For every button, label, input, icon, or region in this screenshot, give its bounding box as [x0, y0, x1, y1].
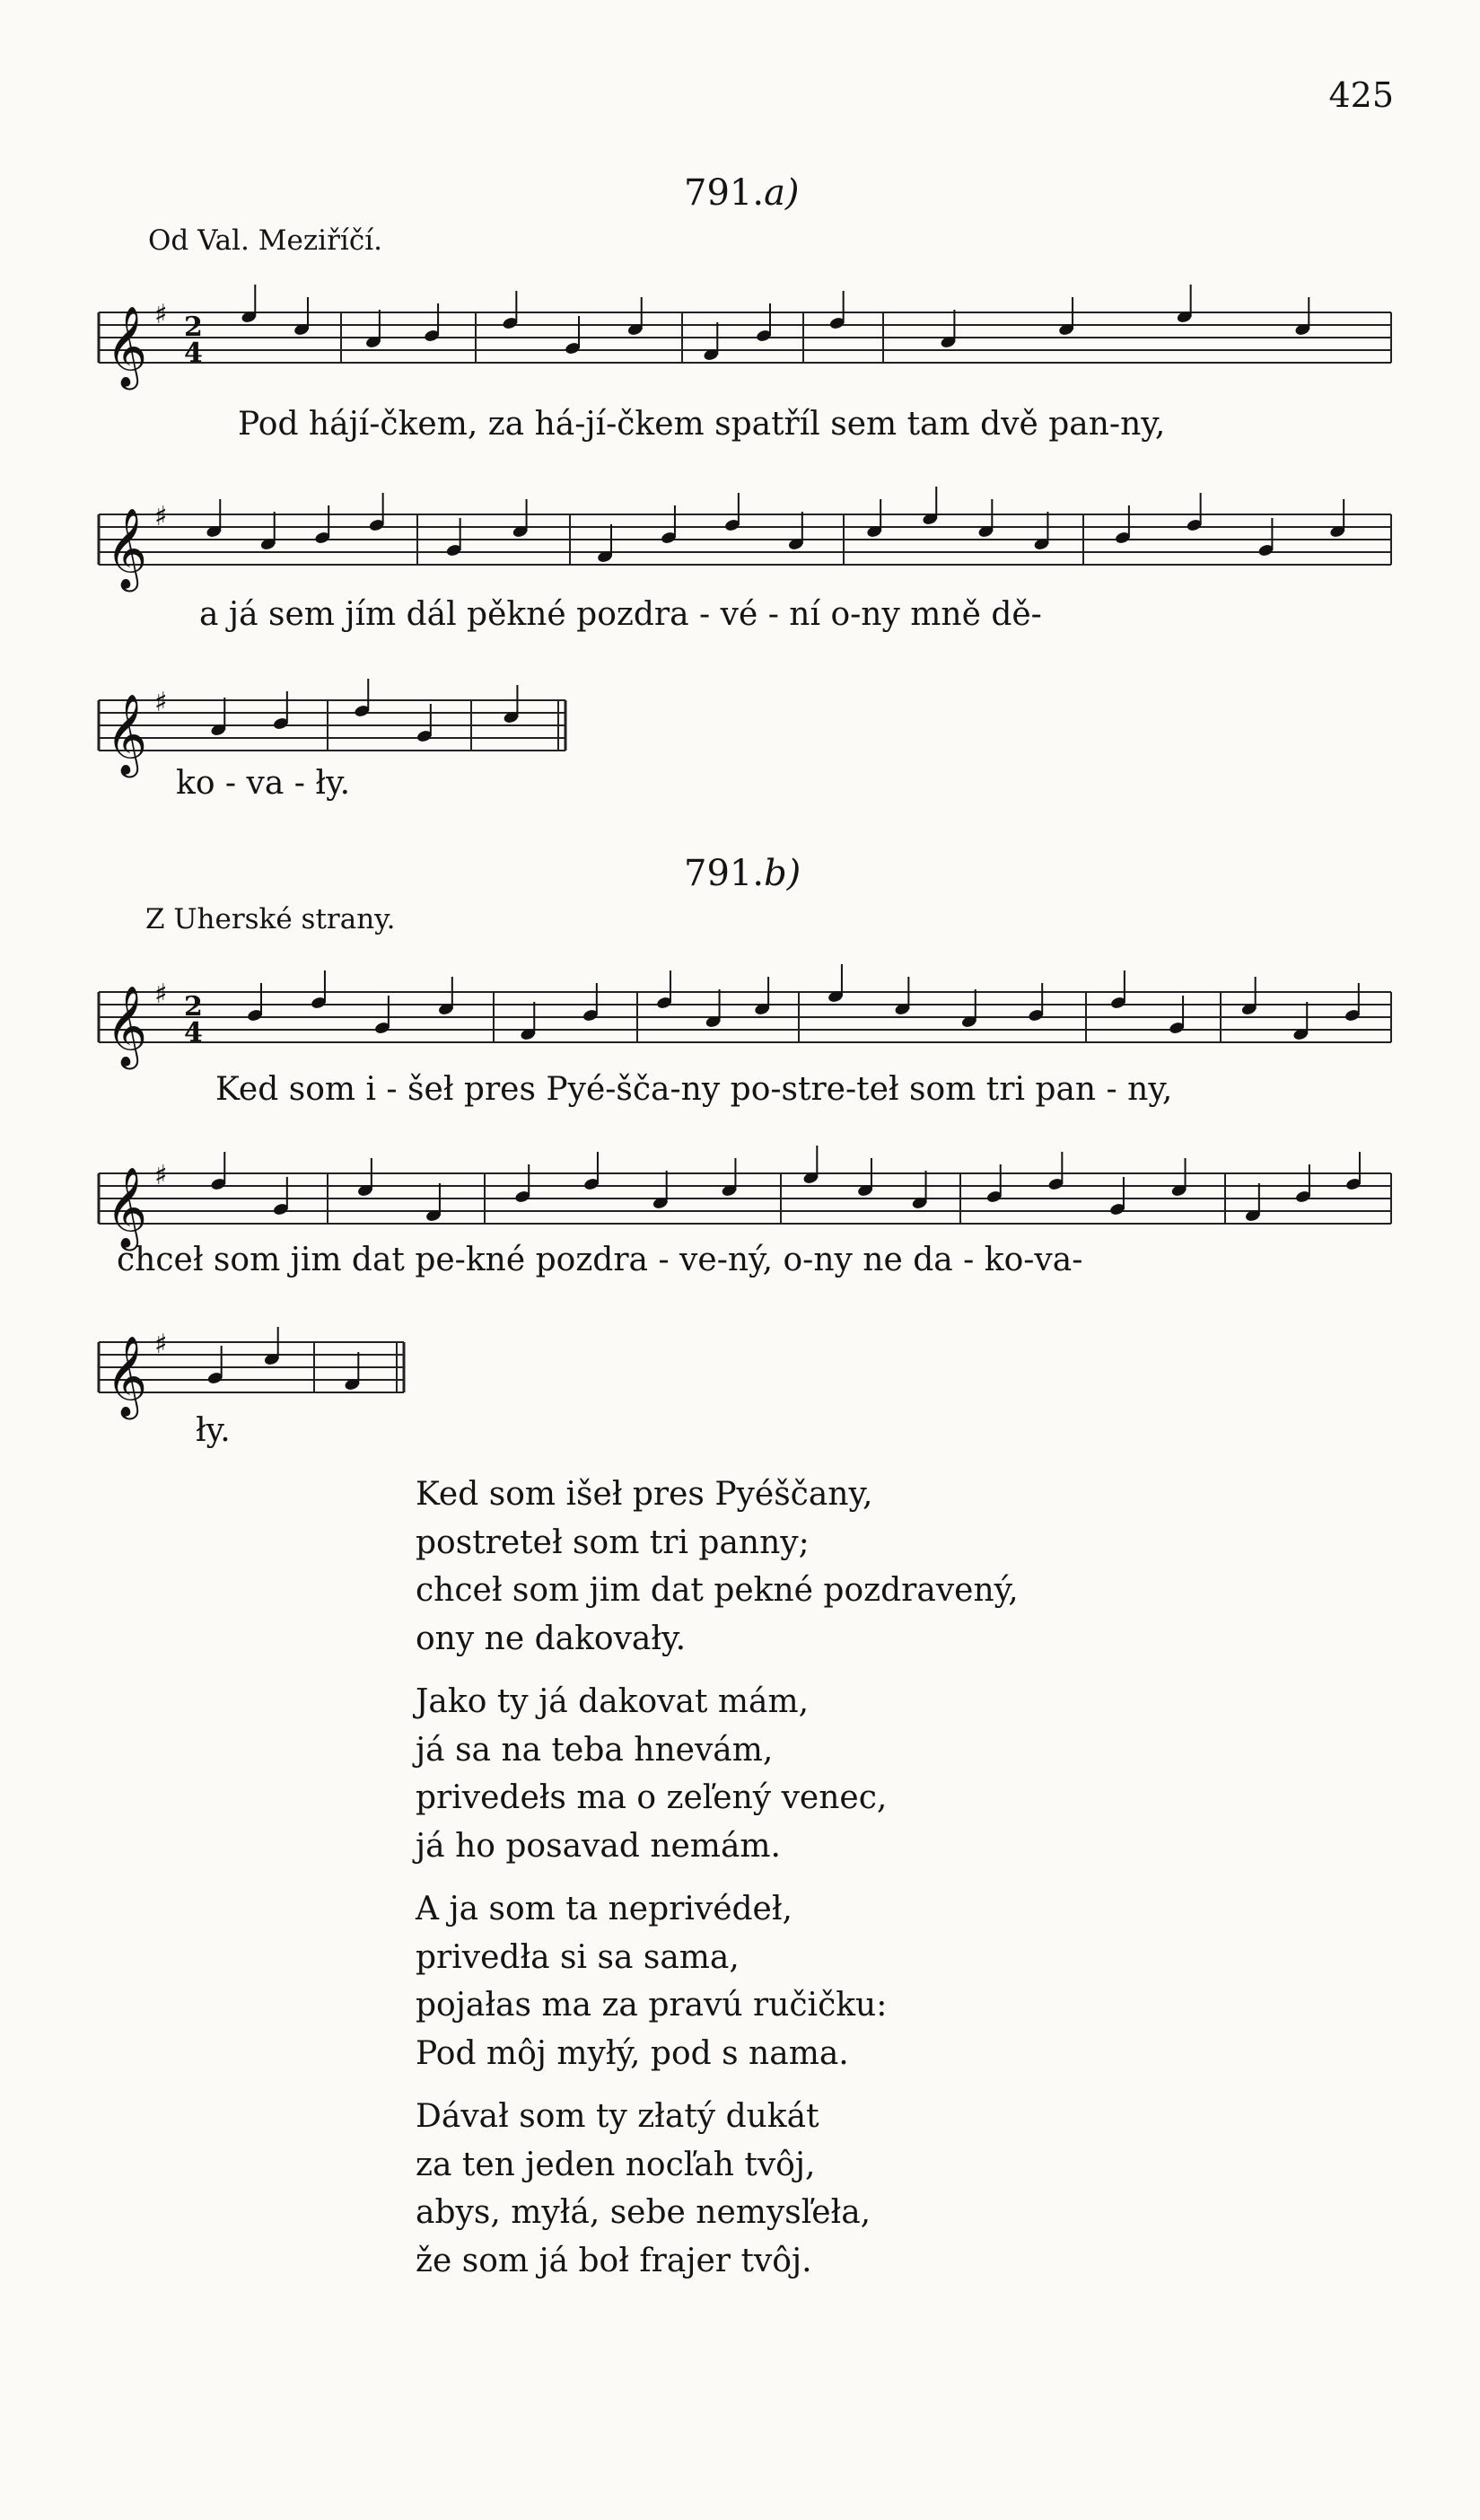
song-number-a [684, 172, 800, 214]
poem-line: chceł som jim dat pekné pozdravený, [416, 1572, 1019, 1609]
lyrics-a-line-1: Pod hájí-čkem, za há-jí-čkem spatříl sem tam dvě pan-ny, [238, 406, 1166, 443]
staff-lines [99, 1173, 1391, 1224]
treble-clef-icon: 𝄞 [106, 694, 148, 775]
poem-line: já sa na teba hnevám, [416, 1731, 774, 1769]
sharp-icon: ♯ [154, 1160, 168, 1191]
lyrics-a-line-2: a já sem jím dál pěkné pozdra - vé - ní o-ny mně dě- [199, 596, 1042, 633]
music-staff-svg [99, 1320, 404, 1418]
staff-a-3 [99, 678, 565, 777]
treble-clef-icon: 𝄞 [106, 306, 148, 387]
poem [416, 1471, 1019, 2300]
staff-b-3 [99, 1320, 404, 1418]
treble-clef-icon: 𝄞 [106, 508, 148, 589]
music-staff-svg [99, 492, 1391, 591]
poem-line: Dávał som ty złatý dukát [416, 2098, 819, 2135]
poem-line: že som já boł frajer tvôj. [416, 2242, 812, 2279]
song-variant: a) [764, 172, 800, 214]
sharp-icon: ♯ [154, 979, 168, 1010]
staff-lines [99, 992, 1391, 1042]
staff-lines [99, 312, 1391, 363]
stanza-3 [416, 1885, 1019, 2077]
staff-a-1 [99, 290, 1391, 389]
sharp-icon: ♯ [154, 299, 168, 330]
staff-b-1 [99, 970, 1391, 1068]
sharp-icon: ♯ [154, 1329, 168, 1360]
song-number: 791. [684, 853, 765, 894]
stanza-4 [416, 2093, 1019, 2285]
staff-lines [99, 700, 565, 751]
poem-line: abys, myłá, sebe nemysľeła, [416, 2194, 871, 2231]
lyrics-b-line-3: ły. [196, 1412, 231, 1449]
treble-clef-icon: 𝄞 [106, 1167, 148, 1248]
page-number: 425 [1328, 75, 1394, 115]
treble-clef-icon: 𝄞 [106, 986, 148, 1067]
music-staff-svg [99, 970, 1391, 1068]
music-staff-svg [99, 290, 1391, 389]
song-number: 791. [684, 172, 765, 214]
time-signature-top: 2 [184, 312, 203, 343]
music-staff-svg [99, 678, 565, 777]
stanza-2 [416, 1678, 1019, 1870]
song-variant: b) [764, 853, 801, 894]
poem-line: ony ne dakovały. [416, 1620, 687, 1657]
poem-line: pojałas ma za pravú ručičku: [416, 1987, 888, 2024]
poem-line: za ten jeden nocľah tvôj, [416, 2146, 816, 2183]
lyrics-a-line-3: ko - va - ły. [176, 765, 351, 802]
stanza-1 [416, 1471, 1019, 1663]
music-staff-svg [99, 1151, 1391, 1250]
song-origin-b: Z Uherské strany. [145, 903, 396, 935]
time-signature-top: 2 [184, 991, 203, 1023]
lyrics-b-line-1: Ked som i - šeł pres Pyé-šča-ny po-stre-teł som tri pan - ny, [215, 1071, 1173, 1108]
sharp-icon: ♯ [154, 501, 168, 532]
time-signature-bottom: 4 [184, 338, 203, 369]
poem-line: A ja som ta neprivédeł, [416, 1891, 793, 1927]
poem-line: privedełs ma o zeľený venec, [416, 1779, 888, 1816]
treble-clef-icon: 𝄞 [106, 1336, 148, 1417]
lyrics-b-line-2: chceł som jim dat pe-kné pozdra - ve-ný, o-ny ne da - ko-va- [117, 1242, 1083, 1278]
poem-line: Jako ty já dakovat mám, [416, 1683, 810, 1720]
song-origin-a: Od Val. Meziříčí. [148, 224, 382, 257]
song-number-b [684, 853, 801, 894]
poem-line: já ho posavad nemám. [416, 1827, 781, 1865]
poem-line: privedła si sa sama, [416, 1938, 740, 1976]
sharp-icon: ♯ [154, 687, 168, 718]
poem-line: Pod môj myłý, pod s nama. [416, 2034, 849, 2072]
poem-line: Ked som išeł pres Pyéščany, [416, 1476, 873, 1513]
staff-b-2 [99, 1151, 1391, 1250]
staff-a-2 [99, 492, 1391, 591]
time-signature-bottom: 4 [184, 1017, 203, 1049]
poem-line: postreteł som tri panny; [416, 1523, 810, 1561]
